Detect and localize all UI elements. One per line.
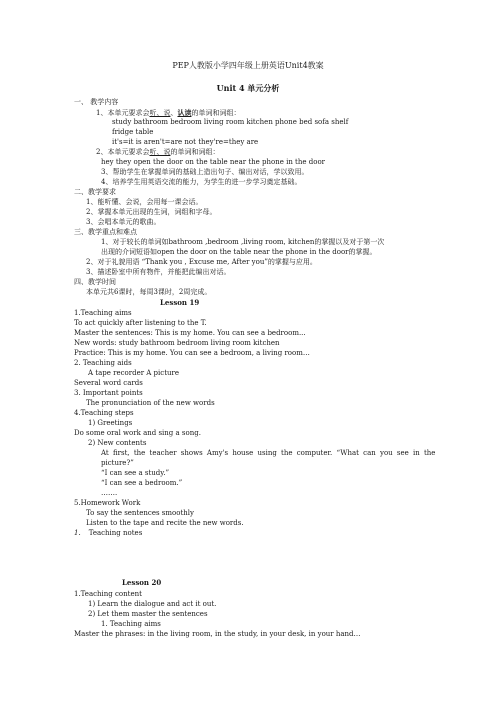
section-2-heading: 二、教学要求 [74, 188, 116, 196]
lesson-19-line: The pronunciation of the new words [86, 399, 215, 407]
lesson-19-line: A tape recorder A picture [88, 369, 180, 377]
text: 2、本单元要求会 [96, 148, 150, 156]
section-3-line-2: 2、对于礼貌用语 “Thank you , Excuse me, After you”的掌握与应用。 [86, 258, 317, 266]
lesson-19-line: 2) New contents [88, 439, 147, 447]
lesson-19-notes [74, 529, 142, 538]
unit-title: Unit 4 单元分析 [216, 83, 280, 93]
lesson-19-line: “I can see a study.” [101, 469, 170, 477]
lesson-19-line: Several word cards [74, 379, 143, 387]
text: 的单词和词组： [191, 109, 241, 117]
lesson-19-line: picture?” [101, 459, 134, 467]
lesson-19-line: 4.Teaching steps [74, 409, 134, 417]
lesson-19-heading: Lesson 19 [160, 298, 200, 307]
lesson-19-line: 1) Greetings [88, 419, 133, 427]
section-1-line-3: 3、帮助学生在掌握单词的基础上造出句子、编出对话，学以致用。 [101, 168, 309, 176]
lesson-19-line: 5.Homework Work [74, 499, 141, 507]
section-4-line-1: 本单元共6课时，每周3课时，2周完成。 [86, 288, 212, 296]
section-3-line-1b: 出现的介词短语如open the door on the table near the phone in the door的掌握。 [101, 248, 377, 256]
lesson-19-line: 1.Teaching aims [74, 309, 132, 317]
lesson-19-line: To act quickly after listening to the T. [74, 319, 207, 327]
word-list-4: hey they open the door on the table near the phone in the door [101, 158, 326, 166]
section-3-line-1a: 1、对于较长的单词如bathroom ,bedroom ,living room, kitchen的掌握以及对于第一次 [101, 238, 385, 246]
section-1-line-1 [96, 108, 240, 118]
section-3-heading: 三、教学重点和难点 [74, 228, 137, 236]
list-number: 1. [74, 529, 81, 537]
section-1-heading: 一、 教学内容 [74, 98, 119, 106]
lesson-19-line: New words: study bathroom bedroom living room kitchen [74, 339, 280, 347]
section-3-line-3: 3、描述卧室中所有物件，并能把此编出对话。 [86, 268, 231, 276]
lesson-19-line: Do some oral work and sing a song. [74, 429, 201, 437]
text: 1、本单元要求会 [96, 109, 150, 117]
word-list-2: fridge table [112, 128, 154, 136]
lesson-19-line: Practice: This is my home. You can see a bedroom, a living room… [74, 349, 310, 357]
lesson-19-line: At first, the teacher shows Amy's house using the computer. “What can you see in the [101, 449, 436, 457]
lesson-19-line: To say the sentences smoothly [86, 509, 194, 517]
doc-title: PEP人教版小学四年级上册英语Unit4教案 [172, 61, 324, 70]
section-4-heading: 四、教学时间 [74, 278, 116, 286]
lesson-20-line: Master the phrases: in the living room, in the study, in your desk, in your hand… [74, 630, 361, 638]
section-2-line-2: 2、掌握本单元出现的生词，词组和字母。 [86, 208, 217, 216]
section-2-line-3: 3、会唱本单元的歌曲。 [86, 218, 161, 226]
underlined-text: 听、说 [149, 109, 171, 117]
lesson-20-line: 2) Let them master the sentences [88, 610, 208, 618]
lesson-20-line: 1.Teaching content [74, 590, 142, 598]
text: 的单词和词组： [170, 148, 220, 156]
section-2-line-1: 1、能听懂、会说，会用每一课会话。 [86, 198, 203, 206]
text: 、 [170, 109, 178, 117]
section-1-line-4: 4、培养学生用英语交流的能力，为学生的进一步学习奠定基础。 [101, 178, 302, 186]
bold-underlined-text: 认读 [177, 108, 192, 117]
text: Teaching notes [88, 529, 143, 537]
lesson-20-heading: Lesson 20 [122, 578, 162, 587]
lesson-19-line: Listen to the tape and recite the new words. [86, 519, 244, 527]
lesson-20-line: 1. Teaching aims [101, 620, 161, 628]
word-list-3: it's=it is aren't=are not they're=they are [112, 138, 259, 146]
lesson-19-line: “I can see a bedroom.” [101, 479, 183, 487]
lesson-19-line: 2. Teaching aids [74, 359, 132, 367]
underlined-text: 听、说 [149, 148, 171, 156]
lesson-19-line: 3. Important points [74, 389, 143, 397]
lesson-19-line: Master the sentences: This is my home. You can see a bedroom... [74, 329, 306, 337]
lesson-20-line: 1) Learn the dialogue and act it out. [88, 600, 217, 608]
section-1-line-2 [96, 148, 219, 157]
word-list-1: study bathroom bedroom living room kitchen phone bed sofa shelf [112, 118, 349, 126]
lesson-19-line: ……. [101, 489, 118, 497]
